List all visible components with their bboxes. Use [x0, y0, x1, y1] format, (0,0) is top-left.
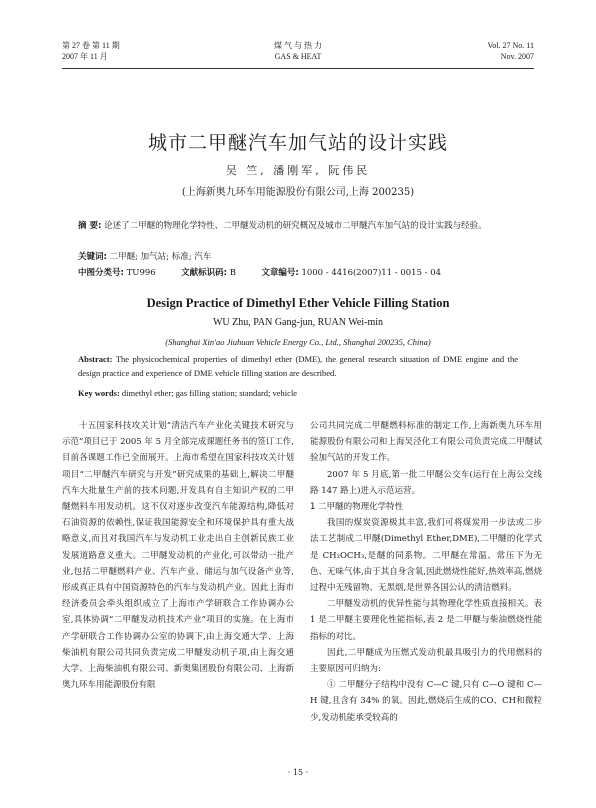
dme-origin-paragraph: 我国的煤炭资源极其丰富,我们可将煤炭用一步法或二步法工艺制成二甲醚(Dimethyl Ether,DME),二甲醚的化学式是 CH₃OCH₃,是醚的同系物。二甲醚在常温、常压下为无色、无味气体,由于其自身含氧,因此燃烧性能好,热效率高,燃烧过程中无残留物、无黑烟,是世界各国公认的清洁燃料。	[310, 518, 542, 594]
keywords-text-en: dimethyl ether; gas filling station; standard; vehicle	[121, 388, 298, 398]
journal-volume-header-en	[488, 40, 534, 62]
article-id-label: 文章编号:	[261, 268, 299, 278]
doc-code-value: B	[229, 268, 236, 278]
demo-operation-paragraph: 2007 年 5 月底,第一批二甲醚公交车(运行在上海公交线路 147 路上)进入示范运营。	[310, 469, 542, 496]
affiliation-en: (Shanghai Xin'ao Jiuhuan Vehicle Energy Co., Ltd., Shanghai 200235, China)	[165, 337, 431, 347]
abstract-text-en: The physicochemical properties of dimethyl ether (DME), the general research situation of DME engine and the design practice and experience of DME vehicle filling station are described.	[78, 354, 518, 378]
authors-cn: 吴 竺, 潘刚军, 阮伟民	[225, 164, 371, 177]
issue-date-en: Nov. 2007	[500, 52, 534, 61]
classification-row	[78, 267, 441, 279]
section-heading-1: 1 二甲醚的物理化学特性	[310, 502, 404, 513]
clc-label: 中图分类号:	[78, 268, 124, 278]
reasons-intro-paragraph: 因此,二甲醚成为压燃式发动机最具吸引力的代用燃料的主要原因可归纳为:	[310, 647, 542, 675]
article-title-en: Design Practice of Dimethyl Ether Vehicle Filling Station	[146, 296, 450, 310]
issue-date: 2007 年 11 月	[62, 52, 108, 61]
body-column-right	[310, 418, 542, 726]
body-column-left	[62, 418, 294, 693]
intro-paragraph-continued: 公司共同完成二甲醚燃料标准的制定工作,上海新奥九环车用能源股份有限公司和上海吴泾化工有限公司负责完成二甲醚试验加气站的开发工作。	[310, 421, 542, 464]
journal-name-en: GAS & HEAT	[274, 52, 322, 61]
keywords-text-cn: 二甲醚; 加气站; 标准; 汽车	[109, 252, 212, 262]
keywords-en	[78, 388, 297, 398]
volume-issue: 第 27 卷 第 11 期	[62, 41, 120, 50]
keywords-cn	[78, 251, 211, 263]
authors-en: WU Zhu, PAN Gang-jun, RUAN Wei-min	[212, 317, 384, 328]
abstract-en	[78, 352, 518, 380]
abstract-label-cn: 摘 要:	[78, 221, 102, 231]
dme-properties-paragraph: 二甲醚发动机的优异性能与其物理化学性质直接相关。表 1 是二甲醚主要理化性能指标,表 2 是二甲醚与柴油燃烧性能指标的对比。	[310, 599, 542, 642]
abstract-cn	[78, 220, 518, 233]
keywords-label-cn: 关键词:	[78, 252, 107, 262]
intro-paragraph: 十五国家科技攻关计划“清洁汽车产业化关键技术研究与示范”项目已于 2005 年 5 月全部完成课题任务书的签订工作,目前各课题工作已全面展开。上海市希望在国家科技攻关计划项目“二甲醚汽车研究与开发”研究成果的基础上,解决二甲醚汽车大批量生产前的技术问题,开发具有自主知识产权的二甲醚燃料车用发动机。这不仅对逐步改变汽车能源结构,降低对石油资源的依赖性,保证我国能源安全和环境保护具有重大战略意义,而且对我国汽车与发动机工业走出自主创新民族工业发展道路意义重大。二甲醚发动机的产业化,可以带动一批产业,包括二甲醚燃料产业、汽车产业、储运与加气设备产业等,形成真正具有中国资源特色的汽车与发动机产业。因此上海市经济委员会牵头组织成立了上海市产学研联合工作协调办公室,具体协调“二甲醚发动机技术产业”项目的实施。在上海市产学研联合工作协调办公室的协调下,由上海交通大学、上海柴油机有限公司共同负责完成二甲醚发动机子项,由上海交通大学、上海柴油机有限公司、新奥集团股份有限公司、上海新奥九环车用能源股份有限	[62, 421, 294, 691]
keywords-label-en: Key words:	[78, 388, 120, 398]
page-number: · 15 ·	[287, 768, 309, 777]
article-id-value: 1000 - 4416(2007)11 - 0015 - 04	[301, 268, 442, 278]
reason-1-paragraph: ① 二甲醚分子结构中没有 C—C 键,只有 C—O 键和 C—H 键,且含有 34% 的氧。因此,燃烧后生成的CO、CH和微粒少,发动机能承受较高的	[310, 680, 542, 723]
header-rule	[62, 68, 534, 69]
article-title-cn: 城市二甲醚汽车加气站的设计实践	[147, 132, 448, 154]
volume-issue-en: Vol. 27 No. 11	[487, 41, 534, 50]
clc-value: TU996	[126, 268, 156, 278]
abstract-label-en: Abstract:	[78, 354, 113, 364]
journal-name-cn: 煤 气 与 热 力	[274, 41, 322, 50]
doc-code-label: 文献标识码:	[181, 268, 227, 278]
abstract-text-cn: 论述了二甲醚的物理化学特性、二甲醚发动机的研究概况及城市二甲醚汽车加气站的设计实践与经验。	[104, 221, 487, 231]
affiliation-cn: (上海新奥九环车用能源股份有限公司,上海 200235)	[181, 187, 415, 198]
